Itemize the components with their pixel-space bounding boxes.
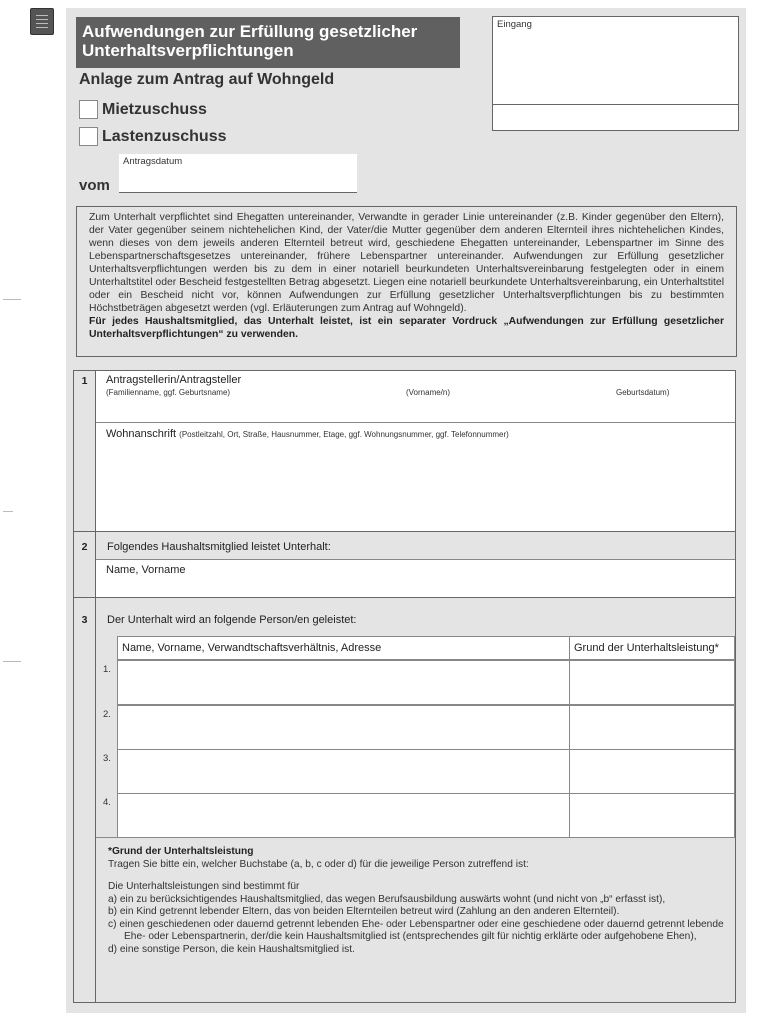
table-row bbox=[96, 660, 735, 705]
section-3-title: Der Unterhalt wird an folgende Person/en geleistet: bbox=[107, 614, 357, 626]
section-2-title: Folgendes Haushaltsmitglied leistet Unterhalt: bbox=[107, 541, 331, 553]
form-subtitle: Anlage zum Antrag auf Wohngeld bbox=[79, 71, 335, 88]
hamburger-icon[interactable] bbox=[30, 8, 54, 35]
person-cell[interactable] bbox=[117, 660, 570, 705]
col-header-reason bbox=[569, 636, 735, 660]
antragsdatum-field[interactable] bbox=[119, 154, 357, 193]
section-number: 1 bbox=[74, 371, 96, 531]
legend-item-c: c) einen geschiedenen oder dauernd getrennt lebenden Ehe- oder Lebenspartner oder eine geschiedene oder dauernd getrennt lebende Ehe- oder Lebenspartnerin, der/die kein Haushaltsmitglied ist (entsprechendes gilt für nichtig erklärte oder aufgehobene Ehen), bbox=[108, 918, 724, 942]
legend-item-a: a) ein zu berücksichtigendes Haushaltsmitglied, das wegen Berufsausbildung auswärts wohnt (und nicht von „b“ erfasst ist), bbox=[108, 893, 666, 905]
lastenzuschuss-checkbox[interactable] bbox=[79, 127, 98, 146]
applicant-name-field[interactable] bbox=[96, 371, 735, 423]
eingang-label: Eingang bbox=[497, 19, 532, 30]
info-text: Zum Unterhalt verpflichtet sind Ehegatten untereinander, Verwandte in gerader Linie untereinander (z.B. Kinder gegenüber den Eltern), der Vater gegenüber seinem nichtehelichen Kind, der Vater/die Mutter gegenüber dem anderen Elternteil ihres nichtehelichen Kindes, wenn dieses von dem jeweils anderen Elternteil betreut wird, geschiedene Ehegatten untereinander, Lebenspartner im Sinne des Lebenspartnerschaftsgesetzes untereinander, frühere Lebenspartner untereinander. Aufwendungen zur Erfüllung gesetzlicher Unterhaltsverpflichtungen werden bis zu dem in einer notariell beurkundeten Unterhaltsvereinbarung festgelegten oder in einem Unterhaltstitel oder Bescheid festgestellten Betrag abgesetzt. Liegen eine notariell beurkundete Unterhaltsvereinbarung, ein Unterhaltstitel oder ein Bescheid nicht vor, können Aufwendungen zur Erfüllung gesetzlicher Unterhaltsverpflichtungen bis zu bestimmten Höchstbeträgen abgesetzt werden (vgl. Erläuterungen zum Antrag auf Wohngeld). bbox=[89, 212, 724, 314]
col-header-person bbox=[117, 636, 570, 660]
applicant-label: Antragstellerin/Antragsteller bbox=[106, 374, 242, 386]
eingang-box-lower[interactable] bbox=[492, 104, 739, 131]
form-title bbox=[76, 17, 460, 68]
eingang-box[interactable] bbox=[492, 16, 739, 105]
mietzuschuss-label: Mietzuschuss bbox=[102, 100, 207, 118]
info-bold-text: Für jedes Haushaltsmitglied, das Unterhalt leistet, ist ein separater Vordruck „Aufwendungen zur Erfüllung gesetzlicher Unterhaltsverpflichtungen“ zu verwenden. bbox=[89, 316, 724, 340]
row-number: 1. bbox=[103, 664, 111, 675]
margin-mark bbox=[3, 661, 21, 662]
reason-cell[interactable] bbox=[569, 793, 735, 838]
col-header-person-label: Name, Vorname, Verwandtschaftsverhältnis, Adresse bbox=[122, 642, 382, 654]
table-row bbox=[96, 705, 735, 749]
payer-name-field[interactable] bbox=[96, 559, 735, 597]
address-hint: (Postleitzahl, Ort, Straße, Hausnummer, Etage, ggf. Wohnungsnummer, ggf. Telefonnummer) bbox=[179, 430, 509, 439]
row-number: 4. bbox=[103, 797, 111, 808]
legend-item-d: d) eine sonstige Person, die kein Haushaltsmitglied ist. bbox=[108, 943, 355, 955]
person-cell[interactable] bbox=[117, 793, 570, 838]
row-number: 2. bbox=[103, 709, 111, 720]
lastenzuschuss-label: Lastenzuschuss bbox=[102, 127, 227, 145]
option-lastenzuschuss[interactable] bbox=[79, 127, 226, 146]
lastname-hint: (Familienname, ggf. Geburtsname) bbox=[106, 388, 231, 397]
person-cell[interactable] bbox=[117, 749, 570, 794]
info-box bbox=[76, 206, 737, 357]
title-line-1: Aufwendungen zur Erfüllung gesetzlicher bbox=[82, 22, 418, 41]
address-field[interactable] bbox=[96, 423, 735, 531]
margin-mark bbox=[3, 299, 21, 300]
legend-divider bbox=[96, 837, 735, 838]
title-line-2: Unterhaltsverpflichtungen bbox=[82, 41, 294, 60]
table-row bbox=[96, 749, 735, 793]
address-label: Wohnanschrift bbox=[106, 428, 177, 440]
section-2 bbox=[73, 532, 736, 598]
payer-name-label: Name, Vorname bbox=[106, 564, 186, 576]
section-3 bbox=[73, 598, 736, 1003]
section-number: 2 bbox=[74, 532, 96, 597]
legend bbox=[108, 846, 728, 956]
option-mietzuschuss[interactable] bbox=[79, 100, 207, 119]
section-number: 3 bbox=[74, 598, 96, 1002]
legend-instruction: Tragen Sie bitte ein, welcher Buchstabe (a, b, c oder d) für die jeweilige Person zutreffend ist: bbox=[108, 858, 529, 870]
person-cell[interactable] bbox=[117, 705, 570, 750]
margin-mark bbox=[3, 511, 13, 512]
mietzuschuss-checkbox[interactable] bbox=[79, 100, 98, 119]
form-page bbox=[66, 8, 746, 1013]
antragsdatum-label: Antragsdatum bbox=[123, 156, 183, 167]
firstname-hint: (Vorname/n) bbox=[406, 388, 451, 397]
legend-item-b: b) ein Kind getrennt lebender Eltern, das von beiden Elternteilen betreut wird (Zahlung an den anderen Elternteil). bbox=[108, 906, 620, 917]
reason-cell[interactable] bbox=[569, 749, 735, 794]
section-1 bbox=[73, 370, 736, 532]
birthdate-hint: Geburtsdatum) bbox=[616, 388, 670, 397]
row-number: 3. bbox=[103, 753, 111, 764]
person-table bbox=[96, 660, 735, 837]
table-row bbox=[96, 793, 735, 837]
col-header-reason-label: Grund der Unterhaltsleistung* bbox=[574, 642, 719, 654]
vom-label: vom bbox=[79, 177, 110, 194]
reason-cell[interactable] bbox=[569, 660, 735, 705]
legend-title: *Grund der Unterhaltsleistung bbox=[108, 846, 254, 857]
legend-intro: Die Unterhaltsleistungen sind bestimmt für bbox=[108, 881, 300, 892]
reason-cell[interactable] bbox=[569, 705, 735, 750]
